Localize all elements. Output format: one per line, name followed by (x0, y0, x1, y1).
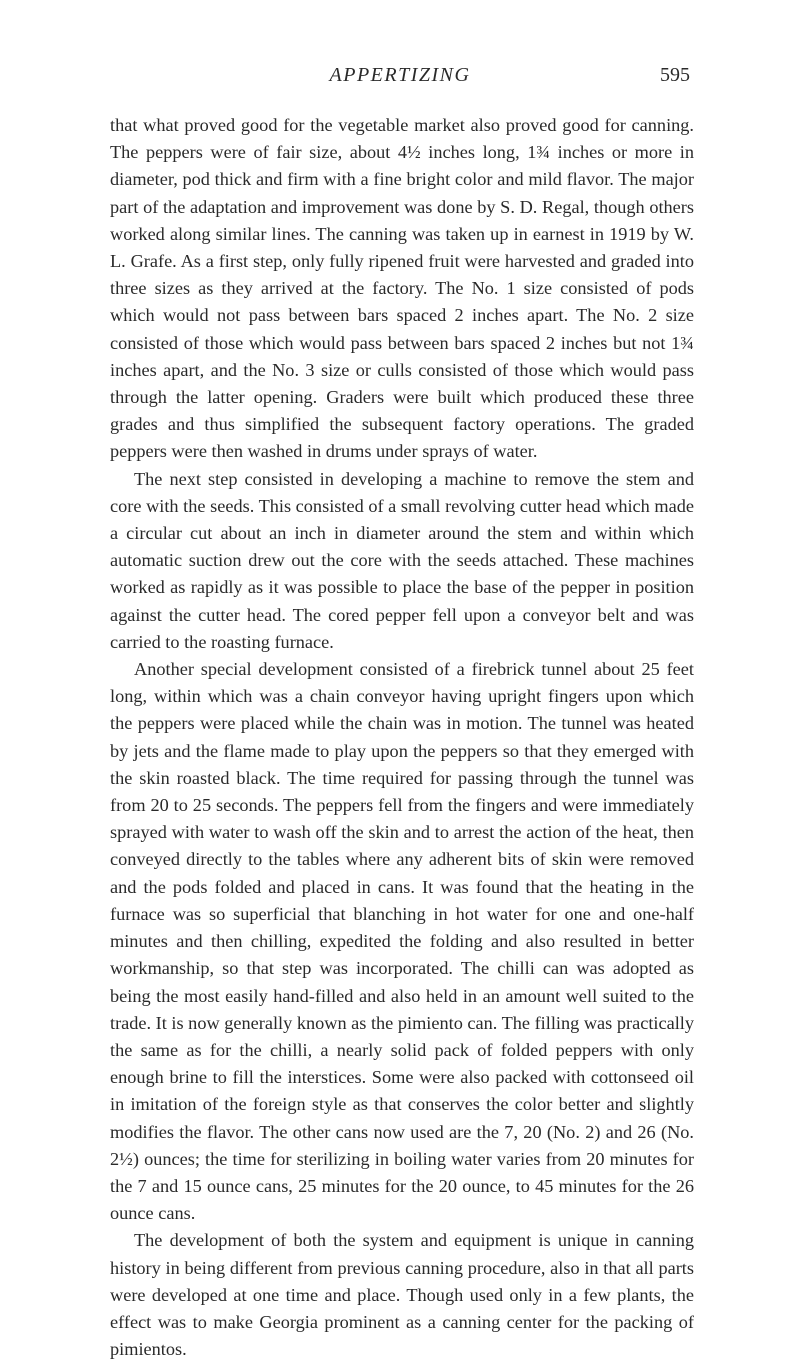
paragraph-development-summary: The development of both the system and equipment is unique in canning history in being different from previous canning procedure, also in that all parts were developed at one time and place. Though used only in a few plants, the effect was to make Georgia prominent as a canning center for the packing of pimientos. (110, 1230, 694, 1360)
running-title: APPERTIZING (329, 64, 471, 86)
paragraph-continued: that what proved good for the vegetable market also proved good for canning. The peppers were of fair size, about 4½ inches long, 1¾ inches or more in diameter, pod thick and firm with a fine bright color and mild flavor. The major part of the adaptation and improvement was done by S. D. Regal, though others worked along similar lines. The canning was taken up in earnest in 1919 by W. L. Grafe. As a first step, only fully ripened fruit were harvested and graded into three sizes as they arrived at the factory. The No. 1 size consisted of pods which would not pass between bars spaced 2 inches apart. The No. 2 size consisted of those which would pass between bars spaced 2 inches but not 1¾ inches apart, and the No. 3 size or culls consisted of those which would pass through the latter opening. Graders were built which produced these three grades and thus simplified the subsequent factory operations. The graded peppers were then washed in drums under sprays of water. (110, 115, 694, 462)
body-text (110, 112, 694, 1363)
page-number: 595 (660, 64, 690, 86)
running-head (110, 64, 690, 92)
paragraph-coring-machine: The next step consisted in developing a machine to remove the stem and core with the seeds. This consisted of a small revolving cutter head which made a circular cut about an inch in diameter around the stem and within which automatic suction drew out the core with the seeds attached. These machines worked as rapidly as it was possible to place the base of the pepper in position against the cutter head. The cored pepper fell upon a conveyor belt and was carried to the roasting furnace. (110, 468, 694, 652)
paragraph-roasting-tunnel: Another special development consisted of a firebrick tunnel about 25 feet long, within which was a chain conveyor having upright fingers upon which the peppers were placed while the chain was in motion. The tunnel was heated by jets and the flame made to play upon the peppers so that they emerged with the skin roasted black. The time required for passing through the tunnel was from 20 to 25 seconds. The peppers fell from the fingers and were immediately sprayed with water to wash off the skin and to arrest the action of the heat, then conveyed directly to the tables where any adherent bits of skin were removed and the pods folded and placed in cans. It was found that the heating in the furnace was so superficial that blanching in hot water for one and one-half minutes and then chilling, expedited the folding and also resulted in better workmanship, so that step was incorporated. The chilli can was adopted as being the most easily hand-filled and also held in an amount well suited to the trade. It is now generally known as the pimiento can. The filling was practically the same as for the chilli, a nearly solid pack of folded peppers with only enough brine to fill the interstices. Some were also packed with cottonseed oil in imitation of the foreign style as that conserves the color better and slightly modifies the flavor. The other cans now used are the 7, 20 (No. 2) and 26 (No. 2½) ounces; the time for sterilizing in boiling water varies from 20 minutes for the 7 and 15 ounce cans, 25 minutes for the 20 ounce, to 45 minutes for the 26 ounce cans. (110, 659, 694, 1224)
